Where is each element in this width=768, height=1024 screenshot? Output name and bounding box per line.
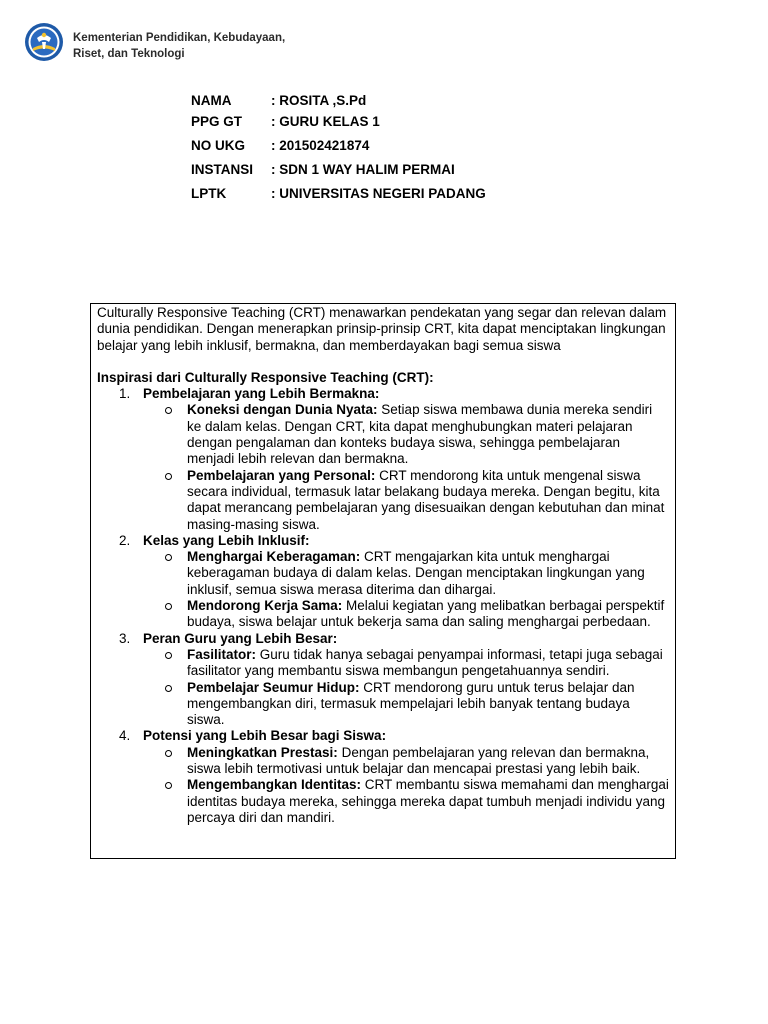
term: Menghargai Keberagaman: (187, 549, 361, 565)
list-item-3 (97, 631, 669, 729)
list-number: 2. (119, 532, 131, 548)
content-box (90, 303, 676, 859)
intro-paragraph: Culturally Responsive Teaching (CRT) menawarkan pendekatan yang segar dan relevan dalam dunia pendidikan. Dengan menerapkan prinsip-prinsip CRT, kita dapat menciptakan lingkungan belajar yang lebih inklusif, bermakna, dan memberdayakan bagi semua siswa (97, 305, 667, 353)
list-item-title: Potensi yang Lebih Besar bagi Siswa: (143, 728, 387, 744)
term-text: Guru tidak hanya sebagai penyampai informasi, tetapi juga sebagai fasilitator yang membantu siswa membangun pengetahuannya sendiri. (187, 646, 663, 679)
list-item-2 (97, 533, 669, 631)
term-text: CRT membantu siswa memahami dan menghargai identitas budaya mereka, sehingga mereka dapat tumbuh menjadi individu yang percaya diri dan mandiri. (187, 777, 669, 825)
bullet-icon (165, 652, 172, 659)
term-text: Setiap siswa membawa dunia mereka sendiri ke dalam kelas. Dengan CRT, kita dapat menghubungkan materi pelajaran dengan pengalaman dan konteks budaya siswa, sehingga pembelajaran menjadi lebih relevan dan bermakna. (187, 402, 653, 467)
term: Koneksi dengan Dunia Nyata: (187, 402, 378, 418)
term: Meningkatkan Prestasi: (187, 744, 338, 760)
term-text: Melalui kegiatan yang melibatkan berbagai perspektif budaya, siswa belajar untuk bekerja sama dan saling menghargai perbedaan. (187, 598, 665, 630)
bullet-icon (165, 473, 172, 480)
sub-list-item (97, 402, 669, 467)
bullet-icon (165, 603, 172, 610)
numbered-list (97, 386, 669, 826)
term-text: CRT mendorong guru untuk terus belajar dan mengembangkan diri, termasuk mempelajari lebih banyak tentang budaya siswa. (187, 679, 635, 728)
ministry-name (73, 30, 285, 62)
ministry-name-line1: Kementerian Pendidikan, Kebudayaan, (73, 32, 286, 44)
sub-list (143, 647, 669, 728)
bullet-icon (165, 407, 172, 414)
bullet-icon (165, 685, 172, 692)
list-item-title: Kelas yang Lebih Inklusif: (143, 532, 310, 548)
term: Fasilitator: (187, 646, 257, 662)
sub-list-item (97, 680, 669, 729)
sub-list-item (97, 745, 669, 778)
identity-value: : 201502421874 (271, 138, 370, 153)
sub-list-item (97, 468, 669, 533)
list-item-title: Peran Guru yang Lebih Besar: (143, 630, 338, 646)
list-number: 4. (119, 728, 131, 744)
identity-value: : ROSITA ,S.Pd (271, 93, 367, 108)
term: Pembelajaran yang Personal: (187, 467, 376, 483)
term-text: CRT mendorong kita untuk mengenal siswa secara individual, termasuk latar belakang budaya mereka. Dengan begitu, kita dapat merancang pembelajaran yang disesuaikan dengan kebutuhan dan minat masing-masing siswa. (187, 467, 665, 532)
term: Mendorong Kerja Sama: (187, 598, 343, 614)
spacer (97, 354, 669, 370)
list-item-1 (97, 386, 669, 533)
sub-list-item (97, 598, 669, 631)
sub-list-item (97, 549, 669, 598)
bullet-icon (165, 554, 172, 561)
term: Mengembangkan Identitas: (187, 777, 362, 793)
list-item-4 (97, 728, 669, 826)
identity-value: : GURU KELAS 1 (271, 114, 380, 129)
sub-list (143, 549, 669, 630)
page-header (24, 22, 285, 62)
bullet-icon (165, 782, 172, 789)
identity-key: INSTANSI (191, 162, 254, 177)
identity-key: NAMA (191, 93, 232, 108)
bullet-icon (165, 750, 172, 757)
tut-wuri-handayani-logo-icon (24, 22, 64, 62)
term-text: Dengan pembelajaran yang relevan dan bermakna, siswa lebih termotivasi untuk belajar dan mencapai prestasi yang lebih baik. (187, 744, 650, 777)
list-item-title: Pembelajaran yang Lebih Bermakna: (143, 386, 380, 402)
term-text: CRT mengajarkan kita untuk menghargai keberagaman budaya di dalam kelas. Dengan menciptakan lingkungan yang inklusif, semua siswa merasa diterima dan dihargai. (187, 549, 645, 597)
sub-list (143, 402, 669, 532)
term: Pembelajar Seumur Hidup: (187, 679, 360, 695)
identity-key: NO UKG (191, 138, 245, 153)
identity-key: LPTK (191, 186, 227, 201)
sub-list-item (97, 647, 669, 680)
list-number: 1. (119, 386, 131, 402)
ministry-name-line2: Riset, dan Teknologi (73, 48, 185, 60)
section-title: Inspirasi dari Culturally Responsive Teaching (CRT): (97, 369, 434, 385)
sub-list-item (97, 777, 669, 826)
identity-value: : UNIVERSITAS NEGERI PADANG (271, 186, 486, 201)
list-number: 3. (119, 630, 131, 646)
sub-list (143, 745, 669, 826)
identity-value: : SDN 1 WAY HALIM PERMAI (271, 162, 455, 177)
identity-key: PPG GT (191, 114, 243, 129)
